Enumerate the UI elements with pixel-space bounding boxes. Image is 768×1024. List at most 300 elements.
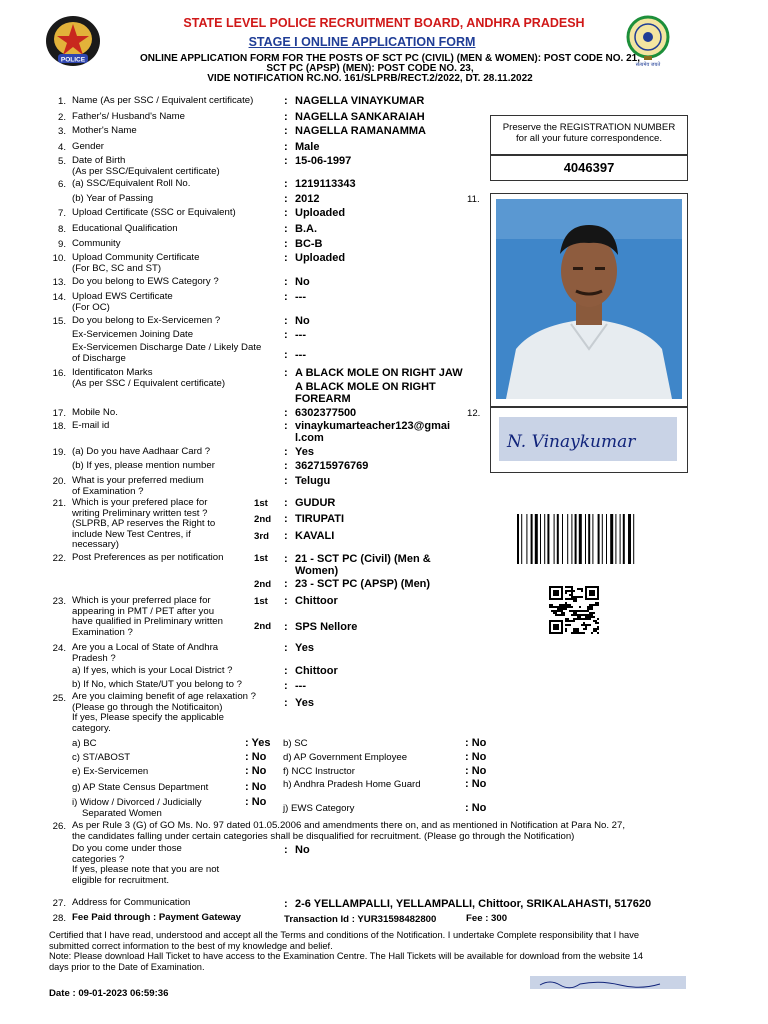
qr-module [563,614,565,616]
qr-module [565,598,567,600]
q24-a-label: a) If yes, which is your Local District ? [72,665,233,676]
q21-pref-3: KAVALI [295,530,335,542]
qr-module [565,586,567,588]
qr-module [567,586,569,588]
barcode-bar [535,514,538,564]
qr-module [595,602,597,604]
qr-module [571,588,573,590]
q25-value: Yes [295,697,314,709]
qr-module [575,610,577,612]
qr-module [591,614,593,616]
field-label: Do you belong to EWS Category ? [72,276,219,287]
qr-module [589,604,591,606]
field-number: 5. [57,156,66,167]
qr-module [585,618,587,620]
qr-module [561,612,563,614]
q22-number: 22. [52,553,66,564]
svg-text:POLICE: POLICE [60,56,86,64]
field-label: (b) Year of Passing [72,193,154,204]
field-number: 1. [57,96,66,107]
qr-module [589,606,591,608]
field-value: NAGELLA VINAYKUMAR [295,95,425,107]
qr-module [581,588,583,590]
qr-module [583,628,585,630]
footer-signature [530,976,686,989]
qr-module [559,610,561,612]
qr-module [595,628,597,630]
field-label: Upload EWS Certificate (For OC) [72,291,173,313]
svg-text:सत्यमेव जयते: सत्यमेव जयते [635,62,661,67]
field-number: 19. [52,447,66,458]
qr-module [579,596,581,598]
qr-module [559,614,561,616]
qr-module [551,610,553,612]
qr-module [563,608,565,610]
field-value: 2012 [295,193,320,205]
qr-module [565,608,567,610]
qr-module [571,596,573,598]
field-value: vinaykumarteacher123@gmai l.com [295,420,451,444]
qr-module [577,596,579,598]
print-date: Date : 09-01-2023 06:59:36 [49,988,169,999]
qr-module [569,604,571,606]
category-value: : No [465,778,487,790]
transaction-id: Transaction Id : YUR31598482800 [284,914,437,925]
category-value: : No [245,781,267,793]
field-label: Upload Community Certificate (For BC, SC and ST) [72,252,200,274]
qr-module [581,614,583,616]
qr-module [567,590,569,592]
qr-module [593,612,595,614]
qr-module [557,608,559,610]
q24-a-value: Chittoor [295,665,338,677]
qr-module [579,632,581,634]
qr-module [569,590,571,592]
q22-pref-1: 21 - SCT PC (Civil) (Men & Women) [295,553,431,577]
qr-module [571,632,573,634]
qr-module [575,598,577,600]
qr-module [577,630,579,632]
field-number: 9. [57,239,66,250]
qr-module [565,592,567,594]
qr-module [565,620,567,622]
barcode-bar [623,514,625,564]
field-number: 14. [52,292,66,303]
qr-module [579,616,581,618]
barcode-bar [521,514,522,564]
qr-module [549,604,551,606]
field-value: 1219113343 [295,178,356,190]
q26-value: No [295,844,310,856]
qr-module [575,618,577,620]
q24-b-value: --- [295,680,306,692]
qr-module [555,610,557,612]
qr-module [579,606,581,608]
qr-module [591,608,593,610]
fee-paid-through: Fee Paid through : Payment Gateway [72,912,241,923]
field-label: Name (As per SSC / Equivalent certificate) [72,95,254,106]
qr-module [585,616,587,618]
field-value: Uploaded [295,207,346,219]
qr-module [553,606,555,608]
qr-module [583,618,585,620]
qr-module [575,632,577,634]
qr-module [573,614,575,616]
field-value: Telugu [295,475,331,487]
qr-module [589,616,591,618]
field-label: Do you belong to Ex-Servicemen ? [72,315,221,326]
qr-module [579,618,581,620]
qr-module [565,604,567,606]
q23-pref-2: SPS Nellore [295,621,358,633]
qr-module [575,630,577,632]
qr-module [595,622,597,624]
qr-module [593,620,595,622]
qr-module [573,628,575,630]
notification-line-2: SCT PC (APSP) (MEN): POST CODE NO. 23, [266,63,474,74]
q23-number: 23. [52,596,66,607]
q24-b-label: b) If No, which State/UT you belong to ? [72,679,242,690]
qr-module [567,620,569,622]
q26-label: Do you come under those categories ? If yes, please note that you are not eligible for recruitment. [72,843,220,886]
qr-module [583,614,585,616]
qr-module [591,632,593,634]
barcode-bar [562,514,563,564]
qr-module [587,624,589,626]
category-value: : No [465,765,487,777]
qr-module [569,594,571,596]
qr-module [579,588,581,590]
qr-module [575,600,577,602]
qr-module [573,598,575,600]
registration-number: 4046397 [563,160,615,175]
qr-module [585,610,587,612]
field-value: NAGELLA RAMANAMMA [295,125,426,137]
qr-module [581,618,583,620]
q24-label: Are you a Local of State of Andhra Pradesh ? [72,642,219,664]
qr-module [585,626,587,628]
field-number: 2. [57,112,66,123]
qr-module [565,606,567,608]
qr-module [563,606,565,608]
category-label: h) Andhra Pradesh Home Guard [283,779,421,790]
field-value: No [295,276,310,288]
field-value: 362715976769 [295,460,369,472]
field-label: What is your preferred medium of Examination ? [72,475,204,497]
q24-number: 24. [52,643,66,654]
qr-module [591,612,593,614]
qr-module [587,608,589,610]
qr-module [559,608,561,610]
barcode [515,514,653,569]
qr-module [563,604,565,606]
qr-module [569,620,571,622]
field-label: Gender [72,141,104,152]
qr-module [571,610,573,612]
qr-module [571,592,573,594]
qr-module [561,608,563,610]
category-value: : No [245,751,267,763]
candidate-photo [490,193,688,407]
barcode-bar [598,514,600,564]
form-title: STAGE I ONLINE APPLICATION FORM [248,35,476,49]
field-label: Father's/ Husband's Name [72,111,185,122]
qr-module [573,612,575,614]
category-label: e) Ex-Servicemen [72,766,149,777]
field-number: 3. [57,126,66,137]
qr-module [577,616,579,618]
qr-module [569,598,571,600]
qr-module [585,614,587,616]
qr-module [577,632,579,634]
qr-module [595,604,597,606]
qr-module [573,610,575,612]
qr-module [553,624,559,630]
qr-module [595,620,597,622]
qr-module [557,610,559,612]
qr-module [573,630,575,632]
q27-number: 27. [52,898,66,909]
q22-pref-1-key: 1st [254,553,268,564]
category-label: j) EWS Category [283,803,355,814]
barcode-bar [575,514,577,564]
qr-module [597,618,599,620]
qr-module [559,604,561,606]
field-label: (b) If yes, please mention number [72,460,215,471]
q21-pref-1-key: 1st [254,498,268,509]
field-label: Upload Certificate (SSC or Equivalent) [72,207,236,218]
field-value: No [295,315,310,327]
qr-module [577,610,579,612]
field-label: (a) Do you have Aadhaar Card ? [72,446,211,457]
q21-pref-3-key: 3rd [254,531,269,542]
qr-module [567,618,569,620]
certification-text: Certified that I have read, understood and accept all the Terms and conditions of the Notification. I undertake Complete responsibility that I have submitted correct information to the best of my knowledge and belief. Note: Please download Hall Ticket to have access to the Examination Centre. The Hall Tickets will be available for download from the website 14 days prior to the Date of Examination. [49,930,644,972]
qr-module [553,610,555,612]
qr-module [557,606,559,608]
category-label: g) AP State Census Department [72,782,209,793]
qr-module [555,612,557,614]
qr-module [585,628,587,630]
qr-module [565,630,567,632]
field-number: 15. [52,316,66,327]
qr-module [593,604,595,606]
qr-module [591,616,593,618]
qr-module [573,632,575,634]
qr-module [571,614,573,616]
registration-note-box [490,115,688,155]
barcode-bar [628,514,631,564]
photo-number: 11. [467,194,480,205]
qr-module [565,590,567,592]
q21-pref-1: GUDUR [295,497,336,509]
qr-module [589,608,591,610]
field-value: 15-06-1997 [295,155,352,167]
category-value: : No [245,796,267,808]
qr-module [589,612,591,614]
barcode-bar [557,514,559,564]
q22-pref-2-key: 2nd [254,579,272,590]
qr-module [569,586,571,588]
qr-module [577,588,579,590]
qr-module [571,594,573,596]
qr-module [577,618,579,620]
field-number: 7. [57,208,66,219]
category-label: f) NCC Instructor [283,766,355,777]
barcode-bar [585,514,586,564]
field-label: Ex-Servicemen Joining Date [72,329,194,340]
qr-module [579,610,581,612]
qr-module [589,624,591,626]
qr-module [587,616,589,618]
qr-module [581,596,583,598]
qr-module [553,612,555,614]
barcode-bar [544,514,545,564]
qr-module [597,602,599,604]
qr-code [549,586,599,639]
qr-module [591,606,593,608]
qr-module [575,628,577,630]
q24-value: Yes [295,642,314,654]
qr-module [585,624,587,626]
qr-module [581,632,583,634]
category-value: : No [245,765,267,777]
barcode-bar [620,514,621,564]
barcode-bar [633,514,634,564]
qr-module [549,606,551,608]
qr-module [561,610,563,612]
field-label: Mother's Name [72,125,137,136]
barcode-bar [588,514,590,564]
qr-module [561,606,563,608]
category-label: d) AP Government Employee [283,752,408,763]
qr-module [589,618,591,620]
category-value: : Yes [245,737,271,749]
qr-module [587,614,589,616]
qr-module [551,606,553,608]
qr-module [597,628,599,630]
field-number: 4. [57,142,66,153]
candidate-signature [490,407,688,473]
qr-module [563,612,565,614]
category-value: : No [465,751,487,763]
field-number: 6. [57,179,66,190]
qr-module [577,614,579,616]
notification-line-3: VIDE NOTIFICATION RC.NO. 161/SLPRB/RECT.2/2022, DT. 28.11.2022 [207,73,533,84]
registration-note: Preserve the REGISTRATION NUMBER for all your future correspondence. [502,122,676,144]
q27-label: Address for Communication [72,897,191,908]
fee-amount: Fee : 300 [466,913,508,924]
category-label: a) BC [72,738,97,749]
qr-module [587,618,589,620]
category-label: b) SC [283,738,308,749]
field-number: 18. [52,421,66,432]
qr-module [555,614,557,616]
qr-module [587,606,589,608]
barcode-bar [517,514,519,564]
qr-module [573,590,575,592]
q22-pref-2: 23 - SCT PC (APSP) (Men) [295,578,431,590]
field-label: E-mail id [72,420,110,431]
field-value: Uploaded [295,252,346,264]
qr-module [571,598,573,600]
field-label: Identificaton Marks (As per SSC / Equivalent certificate) [72,367,226,389]
registration-number-box [490,155,688,181]
barcode-bar [610,514,613,564]
q25-number: 25. [52,693,66,704]
qr-module [577,628,579,630]
qr-module [565,628,567,630]
qr-module [589,614,591,616]
qr-module [597,604,599,606]
barcode-bar [579,514,582,564]
field-number: 20. [52,476,66,487]
qr-module [597,626,599,628]
qr-module [573,600,575,602]
barcode-bar [540,514,541,564]
qr-module [575,612,577,614]
qr-module [593,628,595,630]
qr-module [565,618,567,620]
q25-label: Are you claiming benefit of age relaxation ? (Please go through the Notificaiton) If yes, Please specify the applicable category. [72,691,256,734]
qr-module [569,624,571,626]
qr-module [583,624,585,626]
field-label: (a) SSC/Equivalent Roll No. [72,178,191,189]
barcode-bar [547,514,549,564]
qr-module [569,610,571,612]
field-number: 16. [52,368,66,379]
qr-module [571,590,573,592]
qr-module [567,604,569,606]
field-number: 10. [52,253,66,264]
barcode-bar [592,514,593,564]
qr-module [583,632,585,634]
qr-module [567,624,569,626]
qr-module [571,586,573,588]
barcode-bar [526,514,527,564]
category-value: : No [465,802,487,814]
qr-module [573,618,575,620]
qr-module [569,606,571,608]
qr-module [581,610,583,612]
qr-module [579,614,581,616]
qr-module [583,622,585,624]
barcode-bar [571,514,572,564]
qr-module [593,616,595,618]
field-value: --- [295,349,306,361]
qr-module [571,620,573,622]
field-value: 6302377500 [295,407,357,419]
barcode-bar [567,514,568,564]
signature-number: 12. [467,408,481,419]
qr-module [553,590,559,596]
field-value: --- [295,291,306,303]
qr-module [567,606,569,608]
qr-module [595,630,597,632]
q21-pref-2-key: 2nd [254,514,272,525]
qr-module [587,610,589,612]
communication-address: 2-6 YELLAMPALLI, YELLAMPALLI, Chittoor, SRIKALAHASTI, 517620 [295,898,652,910]
qr-module [571,606,573,608]
qr-module [567,598,569,600]
qr-module [551,604,553,606]
field-label: Ex-Servicemen Discharge Date / Likely Date of Discharge [72,342,262,364]
field-number: 13. [52,277,66,288]
field-value: Male [295,141,320,153]
q22-label: Post Preferences as per notification [72,552,224,563]
qr-module [561,604,563,606]
q21-label: Which is your prefered place for writing Preliminary written test ? (SLPRB, AP reserves the Right to include New Test Centres, if necessary) [72,497,216,550]
